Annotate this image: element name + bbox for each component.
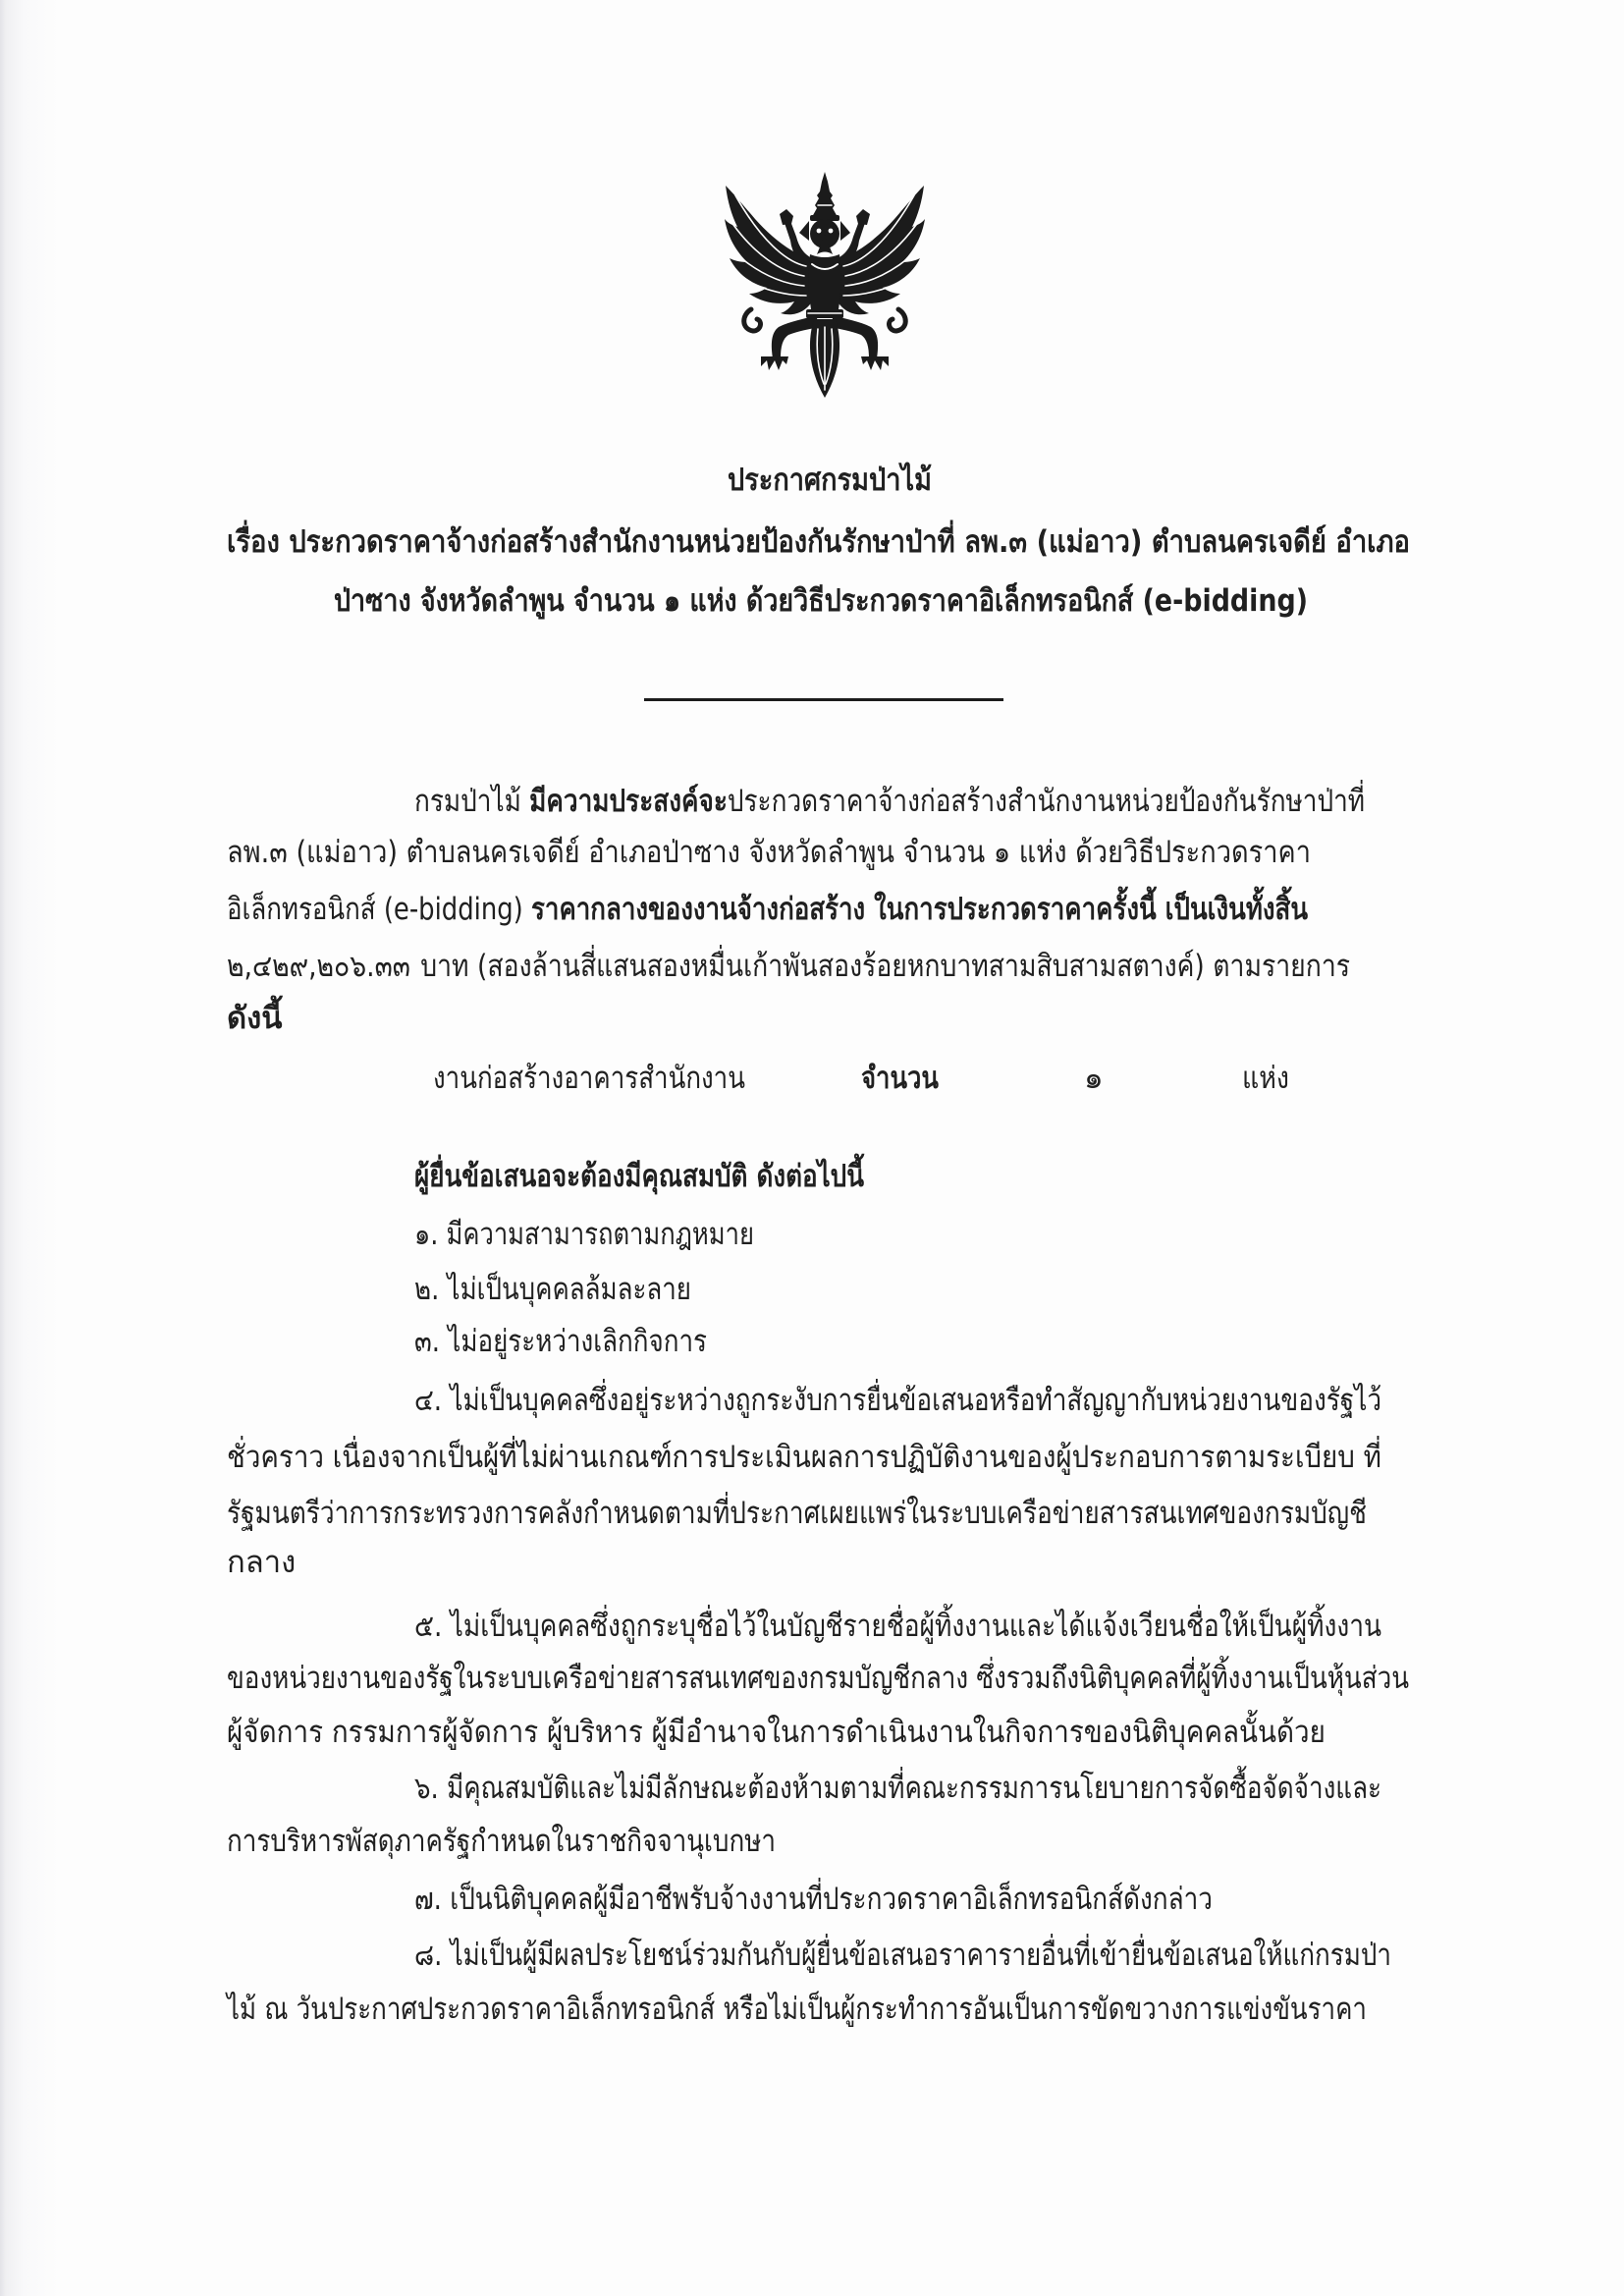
budget-label: ราคากลางของงานจ้างก่อสร้าง ในการประกวดราคาครั้งนี้ เป็นเงินทั้งสิ้น — [531, 892, 1309, 927]
qualification-line — [227, 1657, 1409, 1700]
qualification-text: ๖. มีคุณสมบัติและไม่มีลักษณะต้องห้ามตามที่คณะกรรมการนโยบายการจัดซื้อจัดจ้างและ — [414, 1771, 1382, 1806]
agency-name: กรมป่าไม้ — [414, 784, 521, 819]
intent-text: มีความประสงค์จะ — [529, 784, 728, 819]
intro-text: ลพ.๓ (แม่อาว) ตำบลนครเจดีย์ อำเภอป่าซาง จังหวัดลำพูน จำนวน ๑ แห่ง ด้วยวิธีประกวดราคา — [227, 835, 1311, 870]
qualification-text: รัฐมนตรีว่าการกระทรวงการคลังกำหนดตามที่ประกาศเผยแพร่ในระบบเครือข่ายสารสนเทศของกรมบัญชี — [227, 1496, 1367, 1531]
budget-amount-words: บาท (สองล้านสี่แสนสองหมื่นเก้าพันสองร้อยหกบาทสามสิบสามสตางค์) ตามรายการ — [420, 949, 1351, 984]
qualification-line — [414, 1605, 1381, 1648]
qualification-text: กลาง — [227, 1545, 297, 1580]
qualification-line — [414, 1268, 691, 1311]
item-name — [433, 1057, 745, 1100]
qualification-text: ไม้ ณ วันประกาศประกวดราคาอิเล็กทรอนิกส์ หรือไม่เป็นผู้กระทำการอันเป็นการขัดขวางการแข่งขันราคา — [227, 1992, 1367, 2027]
qualification-line — [414, 1379, 1381, 1422]
qualification-text: ๗. เป็นนิติบุคคลผู้มีอาชีพรับจ้างงานที่ประกวดราคาอิเล็กทรอนิกส์ดังกล่าว — [414, 1882, 1213, 1917]
item-unit — [1242, 1057, 1289, 1100]
intro-line-5 — [227, 997, 521, 1040]
qualifications-heading — [414, 1155, 864, 1198]
bidding-method: อิเล็กทรอนิกส์ (e-bidding) — [227, 892, 523, 927]
intro-line-3-content — [227, 888, 1308, 931]
announcement-title-text: ประกาศกรมป่าไม้ — [728, 463, 932, 498]
intro-line-1-content — [414, 780, 1365, 823]
subject-text: ป่าซาง จังหวัดลำพูน จำนวน ๑ แห่ง ด้วยวิธีประกวดราคาอิเล็กทรอนิกส์ (e-bidding) — [334, 583, 1309, 619]
qualification-text: การบริหารพัสดุภาครัฐกำหนดในราชกิจจานุเบกษา — [227, 1824, 777, 1859]
intro-line-4-content — [227, 945, 1350, 988]
subject-text: ประกวดราคาจ้างก่อสร้างสำนักงานหน่วยป้องกันรักษาป่าที่ ลพ.๓ (แม่อาว) ตำบลนครเจดีย์ อำเภอ — [289, 524, 1410, 560]
qualification-line — [414, 1934, 1391, 1977]
qualifications-heading-text: ผู้ยื่นข้อเสนอจะต้องมีคุณสมบัติ ดังต่อไปนี้ — [414, 1159, 864, 1194]
item-unit-text: แห่ง — [1242, 1061, 1290, 1096]
announcement-title — [728, 459, 932, 502]
garuda-emblem-icon — [722, 172, 928, 398]
item-quantity-text: ๑ — [1084, 1061, 1104, 1096]
qualification-line — [414, 1320, 707, 1363]
subject-line-1 — [227, 520, 1410, 564]
subject-label: เรื่อง — [227, 524, 280, 560]
divider-rule — [644, 698, 1003, 701]
qualification-line — [414, 1767, 1381, 1810]
intro-line-2 — [227, 831, 1311, 874]
qualification-text: ๕. ไม่เป็นบุคคลซึ่งถูกระบุชื่อไว้ในบัญชีรายชื่อผู้ทิ้งงานและได้แจ้งเวียนชื่อให้เป็นผู้ทิ้งงาน — [414, 1609, 1382, 1644]
item-quantity — [1084, 1057, 1143, 1100]
intro-text: ประกวดราคาจ้างก่อสร้างสำนักงานหน่วยป้องกันรักษาป่าที่ — [727, 784, 1366, 819]
item-name-text: งานก่อสร้างอาคารสำนักงาน — [433, 1061, 745, 1096]
qualification-text: ๔. ไม่เป็นบุคคลซึ่งอยู่ระหว่างถูกระงับการยื่นข้อเสนอหรือทำสัญญากับหน่วยงานของรัฐไว้ — [414, 1383, 1382, 1418]
qualification-text: ของหน่วยงานของรัฐในระบบเครือข่ายสารสนเทศของกรมบัญชีกลาง ซึ่งรวมถึงนิติบุคคลที่ผู้ทิ้งงานเป็นหุ้นส่วน — [227, 1661, 1410, 1696]
qualification-line — [414, 1878, 1213, 1921]
budget-amount: ๒,๔๒๙,๒๐๖.๓๓ — [227, 949, 410, 984]
qualification-text: ๓. ไม่อยู่ระหว่างเลิกกิจการ — [414, 1324, 708, 1359]
intro-line-4 — [227, 945, 1350, 988]
intro-line-3 — [227, 888, 1308, 931]
qualification-text: ผู้จัดการ กรรมการผู้จัดการ ผู้บริหาร ผู้มีอำนาจในการดำเนินงานในกิจการของนิติบุคคลนั้นด้วย — [227, 1715, 1326, 1750]
item-quantity-label-text: จำนวน — [861, 1061, 939, 1096]
qualification-line — [227, 1436, 1381, 1479]
subject-line-2 — [334, 579, 1308, 623]
item-row — [0, 1057, 1624, 1100]
intro-line-1 — [414, 780, 1365, 823]
qualification-line — [227, 1711, 1326, 1754]
qualification-line — [414, 1213, 754, 1256]
qualification-line — [227, 1988, 1367, 2031]
qualification-text: ๑. มีความสามารถตามกฎหมาย — [414, 1217, 755, 1252]
qualification-line — [227, 1492, 1367, 1535]
qualification-text: ชั่วคราว เนื่องจากเป็นผู้ที่ไม่ผ่านเกณฑ์การประเมินผลการปฏิบัติงานของผู้ประกอบการตามระเบียบ ที่ — [227, 1440, 1381, 1475]
qualification-text: ๒. ไม่เป็นบุคคลล้มละลาย — [414, 1272, 691, 1307]
intro-text: ดังนี้ — [227, 1001, 283, 1036]
qualification-line — [227, 1820, 776, 1863]
subject-line-1-content — [227, 520, 1410, 564]
item-quantity-label — [861, 1057, 939, 1100]
qualification-line — [227, 1541, 521, 1584]
qualification-text: ๘. ไม่เป็นผู้มีผลประโยชน์ร่วมกันกับผู้ยื่นข้อเสนอราคารายอื่นที่เข้ายื่นข้อเสนอให้แก่กรมป่า — [414, 1938, 1392, 1973]
